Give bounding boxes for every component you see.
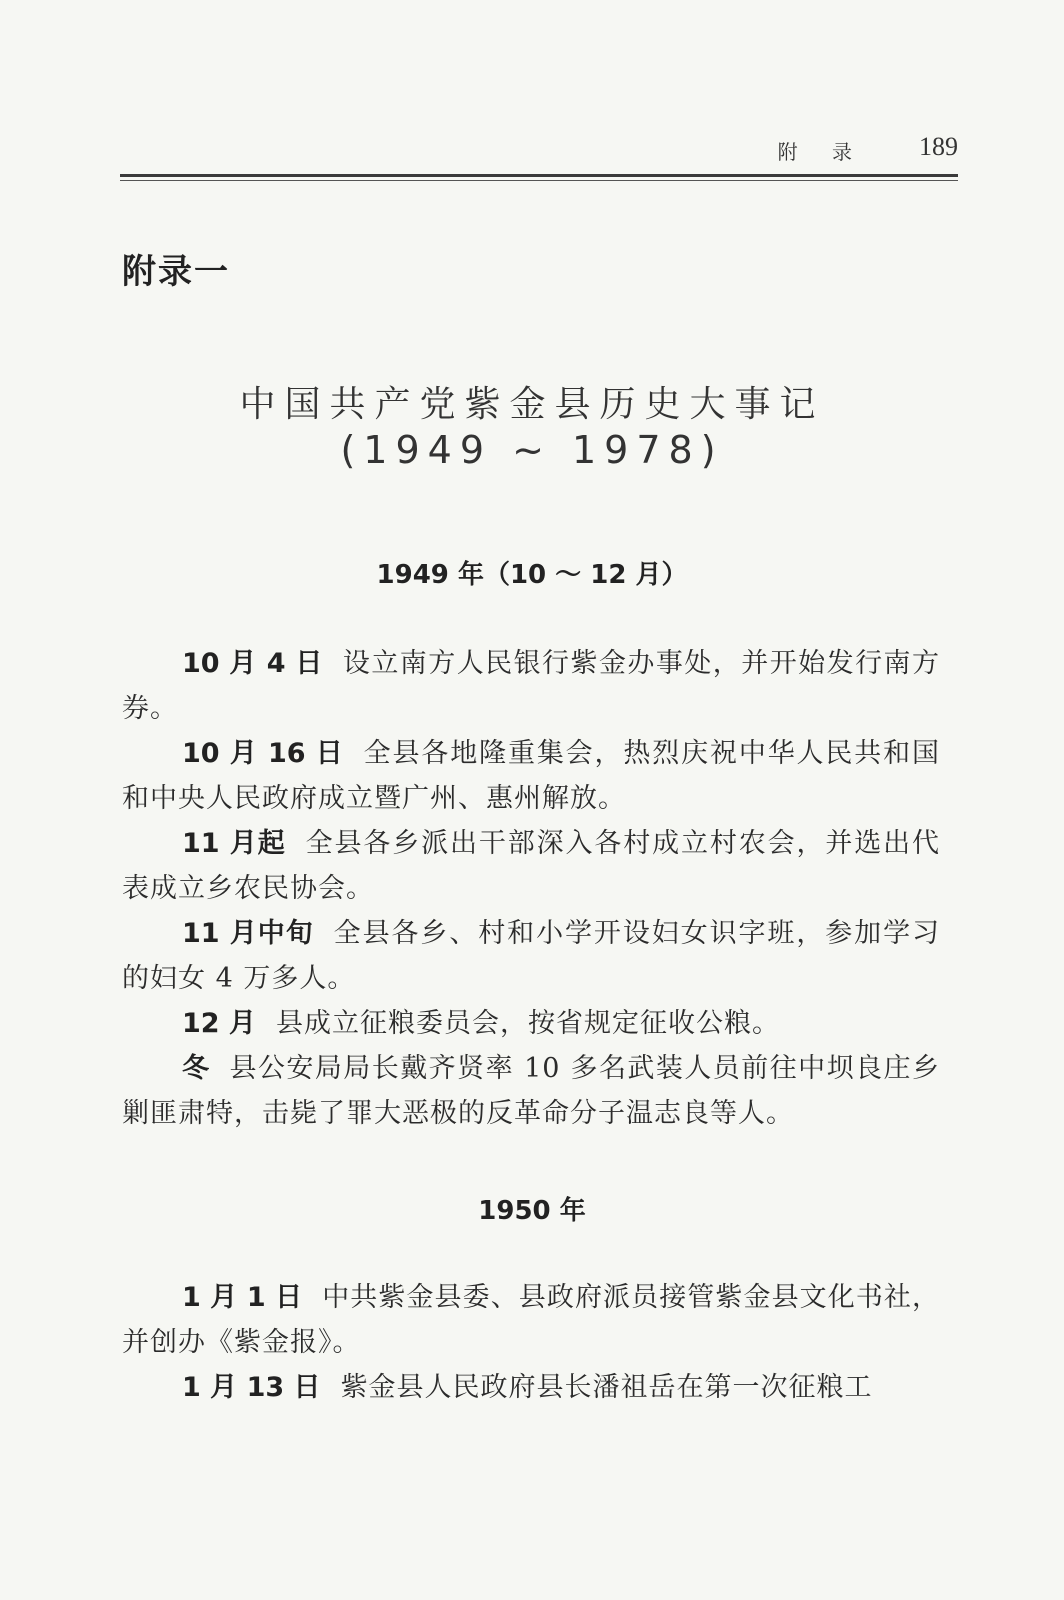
entry — [122, 821, 940, 911]
entry-text: 县公安局局长戴齐贤率 10 多名武装人员前往中坝良庄乡剿匪肃特，击毙了罪大恶极的反革命分子温志良等人。 — [122, 1053, 940, 1129]
entry — [122, 1275, 940, 1365]
entry — [122, 1365, 940, 1410]
entry-date: 1 月 1 日 — [182, 1282, 303, 1313]
appendix-label: 附录一 — [122, 252, 230, 292]
entry-text: 全县各地隆重集会，热烈庆祝中华人民共和国和中央人民政府成立暨广州、惠州解放。 — [122, 738, 940, 814]
entry-text: 全县各乡、村和小学开设妇女识字班，参加学习的妇女 4 万多人。 — [122, 918, 941, 994]
entry — [122, 641, 940, 731]
entry-date: 11 月起 — [182, 828, 286, 859]
document-title: 中国共产党紫金县历史大事记 — [239, 384, 825, 425]
running-head — [122, 130, 958, 166]
section-heading-1950: 1950 年 — [478, 1196, 586, 1226]
section-entries-1950 — [122, 1275, 940, 1410]
entry-date: 1 月 13 日 — [182, 1372, 321, 1403]
document-title-range: (1949 ~ 1978) — [340, 428, 724, 472]
page-number: 189 — [919, 132, 958, 161]
entry-date: 冬 — [182, 1053, 210, 1084]
entry-text: 中共紫金县委、县政府派员接管紫金县文化书社，并创办《紫金报》。 — [122, 1282, 940, 1358]
entry-text: 设立南方人民银行紫金办事处，并开始发行南方券。 — [122, 648, 941, 724]
header-rule-thick — [120, 174, 958, 177]
header-rule-thin — [120, 180, 958, 181]
entry — [122, 1046, 940, 1136]
entry-date: 12 月 — [182, 1008, 256, 1039]
entry-date: 10 月 4 日 — [182, 648, 323, 679]
entry-text: 县成立征粮委员会，按省规定征收公粮。 — [275, 1008, 780, 1039]
entry-text: 全县各乡派出干部深入各村成立村农会，并选出代表成立乡农民协会。 — [122, 828, 940, 904]
entry — [122, 731, 940, 821]
section-entries-1949 — [122, 641, 940, 1136]
entry-date: 11 月中旬 — [182, 918, 314, 949]
entry — [122, 1001, 940, 1046]
entry-date: 10 月 16 日 — [182, 738, 344, 769]
entry — [122, 911, 940, 1001]
entry-text: 紫金县人民政府县长潘祖岳在第一次征粮工 — [340, 1372, 873, 1403]
section-heading-1949: 1949 年（10 ～ 12 月） — [376, 560, 688, 590]
running-head-label: 附 录 — [777, 140, 866, 164]
